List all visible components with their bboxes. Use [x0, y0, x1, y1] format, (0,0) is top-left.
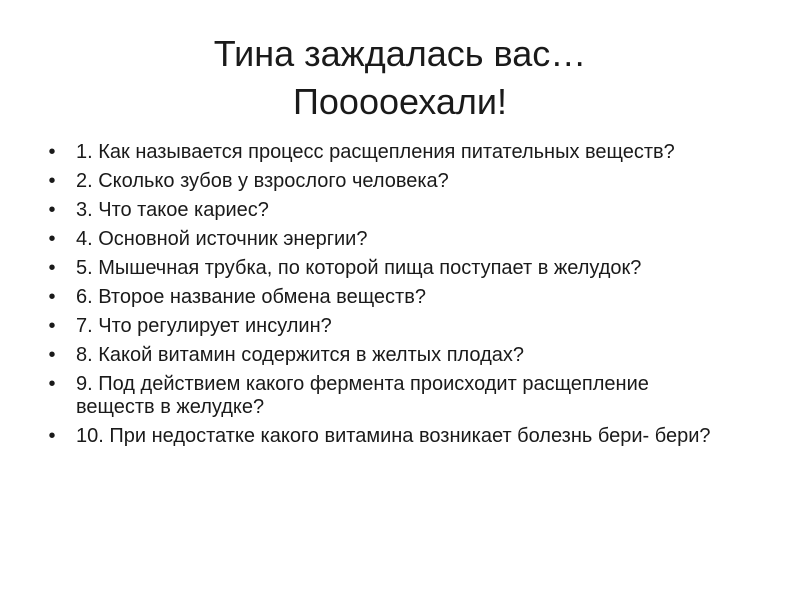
bullet-icon: • [48, 425, 56, 447]
slide-title [40, 30, 760, 126]
question-text: 8. Какой витамин содержится в желтых плодах? [76, 344, 525, 366]
question-text: 1. Как называется процесс расщепления питательных веществ? [76, 141, 675, 163]
question-text: 3. Что такое кариес? [76, 199, 269, 221]
bullet-icon: • [48, 228, 56, 250]
question-item-9 [42, 373, 722, 419]
question-text: 4. Основной источник энергии? [76, 228, 368, 250]
question-text: 10. При недостатке какого витамина возникает болезнь бери- бери? [76, 425, 711, 447]
bullet-icon: • [48, 170, 56, 192]
bullet-icon: • [48, 344, 56, 366]
question-item-1 [42, 141, 722, 164]
question-item-6 [42, 286, 722, 309]
bullet-icon: • [48, 199, 56, 221]
question-text: 2. Сколько зубов у взрослого человека? [76, 170, 449, 192]
slide-title-line-1: Тина заждалась вас… [213, 33, 587, 74]
question-item-5 [42, 257, 722, 280]
bullet-icon: • [48, 373, 56, 395]
bullet-icon: • [48, 141, 56, 163]
question-item-10 [42, 425, 722, 448]
slide-title-line-2: Пооооехали! [293, 81, 507, 122]
question-item-2 [42, 170, 722, 193]
bullet-icon: • [48, 286, 56, 308]
bullet-icon: • [48, 315, 56, 337]
question-text: 9. Под действием какого фермента происходит расщепление веществ в желудке? [76, 373, 649, 418]
question-item-4 [42, 228, 722, 251]
question-list [42, 141, 722, 454]
question-item-8 [42, 344, 722, 367]
question-item-7 [42, 315, 722, 338]
bullet-icon: • [48, 257, 56, 279]
question-text: 7. Что регулирует инсулин? [76, 315, 332, 337]
question-item-3 [42, 199, 722, 222]
question-text: 5. Мышечная трубка, по которой пища поступает в желудок? [76, 257, 642, 279]
question-text: 6. Второе название обмена веществ? [76, 286, 426, 308]
